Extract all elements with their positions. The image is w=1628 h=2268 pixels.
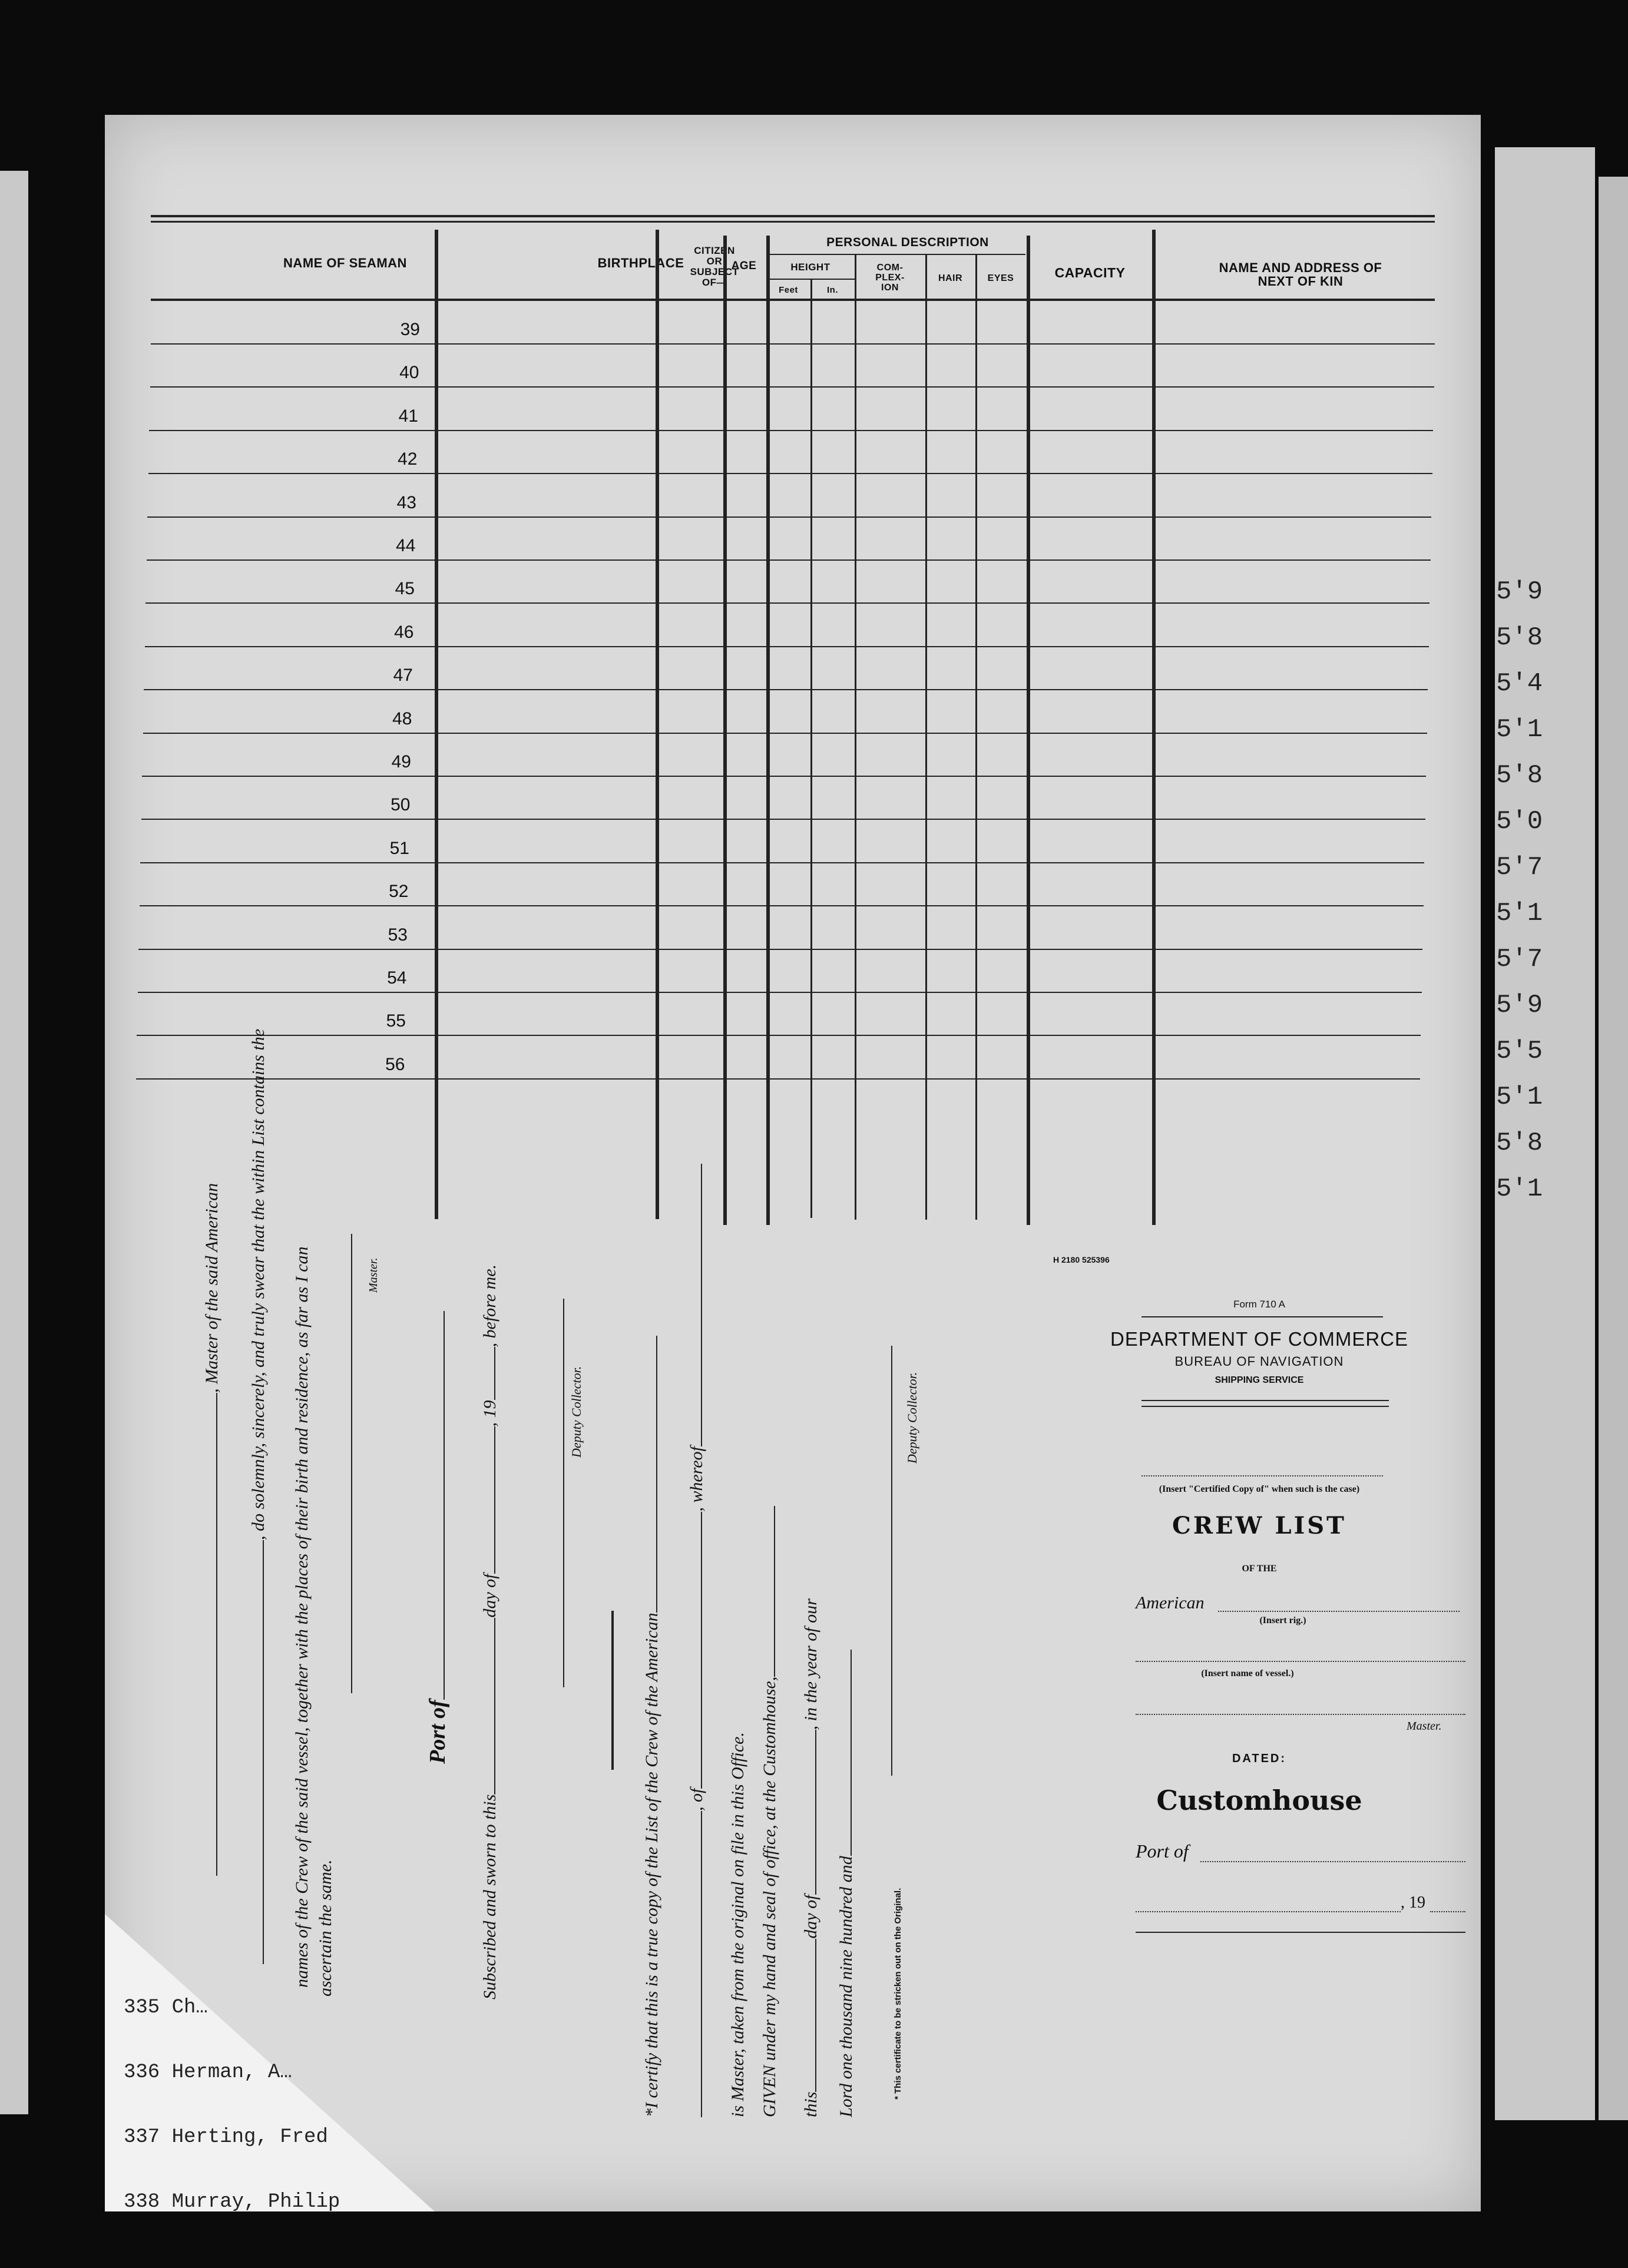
separator-line <box>611 1611 614 1770</box>
adjacent-height-value: 5'9 <box>1496 991 1543 1020</box>
table-row <box>137 1035 1421 1036</box>
crew-list-title: CREW LIST <box>1172 1512 1346 1539</box>
oath-line-3: names of the Crew of the said vessel, together with the places of their birth and residence, as far as I can <box>292 1246 312 1988</box>
certificate-line-1: *I certify that this is a true copy of the List of the Crew of the American <box>641 1336 662 2117</box>
table-row <box>140 905 1424 906</box>
adjacent-height-value: 5'4 <box>1496 669 1543 698</box>
header-hair: HAIR <box>938 273 963 283</box>
certificate-line-6: Lord one thousand nine hundred and <box>835 1650 856 2117</box>
oath-subscribed-line: Subscribed and sworn to thisday of, 19, before me. <box>480 1264 499 1999</box>
dated-label: DATED: <box>1232 1752 1287 1765</box>
header-next-of-kin: NAME AND ADDRESS OF NEXT OF KIN <box>1219 260 1382 289</box>
row-number: 42 <box>398 449 418 469</box>
table-row <box>141 819 1425 820</box>
header-complexion: COM- PLEX- ION <box>875 263 905 293</box>
table-row <box>138 992 1422 993</box>
adjacent-height-value: 5'8 <box>1496 623 1543 653</box>
row-number: 52 <box>389 882 409 902</box>
table-row <box>148 473 1432 474</box>
table-row <box>144 689 1428 690</box>
certificate-line-3: is Master, taken from the original on file in this Office. <box>728 1732 747 2117</box>
adjacent-height-value: 5'8 <box>1496 761 1543 790</box>
cover-port-of: Port of <box>1136 1840 1189 1862</box>
cover-master-label: Master. <box>1407 1720 1442 1733</box>
table-row <box>145 646 1429 647</box>
row-number: 46 <box>394 622 414 642</box>
header-capacity: CAPACITY <box>1054 265 1126 280</box>
master-signature-line <box>351 1234 352 1693</box>
table-row <box>140 862 1424 863</box>
underlying-row: 338 Murray, Philip <box>124 2191 340 2213</box>
row-number: 53 <box>388 925 408 945</box>
adjacent-height-value: 5'1 <box>1496 1174 1543 1204</box>
insert-rig-note: (Insert rig.) <box>1259 1615 1306 1625</box>
header-name-of-seaman: NAME OF SEAMAN <box>283 256 407 270</box>
row-number: 51 <box>389 838 409 858</box>
row-number: 49 <box>391 752 411 772</box>
adjacent-height-value: 5'0 <box>1496 807 1543 836</box>
cover-panel <box>1030 1234 1489 2176</box>
adjacent-page-left <box>0 171 28 2114</box>
service-title: SHIPPING SERVICE <box>1215 1375 1304 1385</box>
table-row <box>138 949 1422 950</box>
header-feet: Feet <box>779 285 798 295</box>
certificate-footnote: * This certificate to be stricken out on the Original. <box>893 1888 903 2100</box>
row-number: 39 <box>400 320 420 339</box>
row-number: 41 <box>398 406 418 426</box>
row-number: 54 <box>387 968 407 988</box>
certificate-line-2: , of, whereof <box>686 1164 707 2117</box>
adjacent-height-value: 5'1 <box>1496 715 1543 744</box>
adjacent-page-far-right <box>1599 177 1628 2120</box>
insert-certified-note: (Insert "Certified Copy of" when such is the case) <box>1159 1484 1360 1494</box>
form-number: Form 710 A <box>1233 1299 1285 1310</box>
row-number: 40 <box>399 363 419 383</box>
table-row <box>151 343 1435 345</box>
row-number: 44 <box>396 536 416 555</box>
header-citizen-or-subject: CITIZEN OR SUBJECT OF— <box>690 245 739 288</box>
underlying-row: 336 Herman, A… <box>124 2061 292 2084</box>
adjacent-height-value: 5'8 <box>1496 1128 1543 1158</box>
oath-line-2: , do solemnly, sincerely, and truly swear that the within List contains the <box>247 1029 269 1964</box>
deputy-signature-line-2 <box>891 1346 892 1776</box>
cover-year: , 19 <box>1401 1893 1425 1912</box>
row-number: 48 <box>392 708 412 729</box>
header-eyes: EYES <box>987 273 1014 283</box>
department-title: DEPARTMENT OF COMMERCE <box>1110 1328 1409 1350</box>
row-number: 50 <box>391 795 411 815</box>
customhouse-title: Customhouse <box>1156 1784 1362 1816</box>
of-the-label: OF THE <box>1242 1564 1277 1574</box>
table-row <box>143 733 1427 734</box>
adjacent-height-value: 5'7 <box>1496 945 1543 974</box>
form-code: H 2180 525396 <box>1053 1255 1110 1264</box>
header-height: HEIGHT <box>790 261 830 273</box>
row-number: 55 <box>386 1011 406 1031</box>
row-number: 43 <box>396 492 416 512</box>
table-row <box>150 386 1434 388</box>
underlying-row: 337 Herting, Fred <box>124 2126 328 2148</box>
header-personal-description: PERSONAL DESCRIPTION <box>826 236 989 249</box>
adjacent-height-value: 5'5 <box>1496 1037 1543 1066</box>
header-age: AGE <box>731 260 757 272</box>
adjacent-height-value: 5'9 <box>1496 577 1543 607</box>
certificate-line-5: thisday of, in the year of our <box>801 1598 820 2117</box>
deputy-collector-2: Deputy Collector. <box>905 1372 919 1464</box>
table-row <box>147 516 1431 518</box>
crew-list-page <box>105 115 1481 2211</box>
oath-line-1: , Master of the said American <box>201 1183 222 1876</box>
american-label: American <box>1136 1593 1205 1613</box>
table-row <box>142 776 1426 777</box>
header-inches: In. <box>827 285 838 295</box>
oath-line-4: ascertain the same. <box>316 1859 335 1996</box>
master-label: Master. <box>367 1257 380 1293</box>
adjacent-height-value: 5'1 <box>1496 899 1543 928</box>
deputy-collector-1: Deputy Collector. <box>569 1366 584 1458</box>
underlying-row: 335 Ch… <box>124 1996 208 2019</box>
table-row <box>136 1078 1420 1080</box>
table-row <box>147 559 1431 561</box>
header-birthplace: BIRTHPLACE <box>597 256 684 270</box>
certificate-line-4: GIVEN under my hand and seal of office, at the Customhouse, <box>759 1506 780 2117</box>
deputy-signature-line-1 <box>563 1299 564 1687</box>
oath-port-of: Port of <box>425 1311 451 1764</box>
row-number: 56 <box>385 1054 405 1074</box>
insert-vessel-note: (Insert name of vessel.) <box>1201 1668 1294 1678</box>
row-number: 45 <box>395 579 415 599</box>
adjacent-height-value: 5'1 <box>1496 1082 1543 1112</box>
bureau-title: BUREAU OF NAVIGATION <box>1174 1354 1344 1369</box>
table-row <box>145 602 1430 604</box>
table-row <box>149 430 1433 431</box>
adjacent-height-value: 5'7 <box>1496 853 1543 882</box>
row-number: 47 <box>393 665 413 686</box>
crew-table <box>105 115 1481 1175</box>
